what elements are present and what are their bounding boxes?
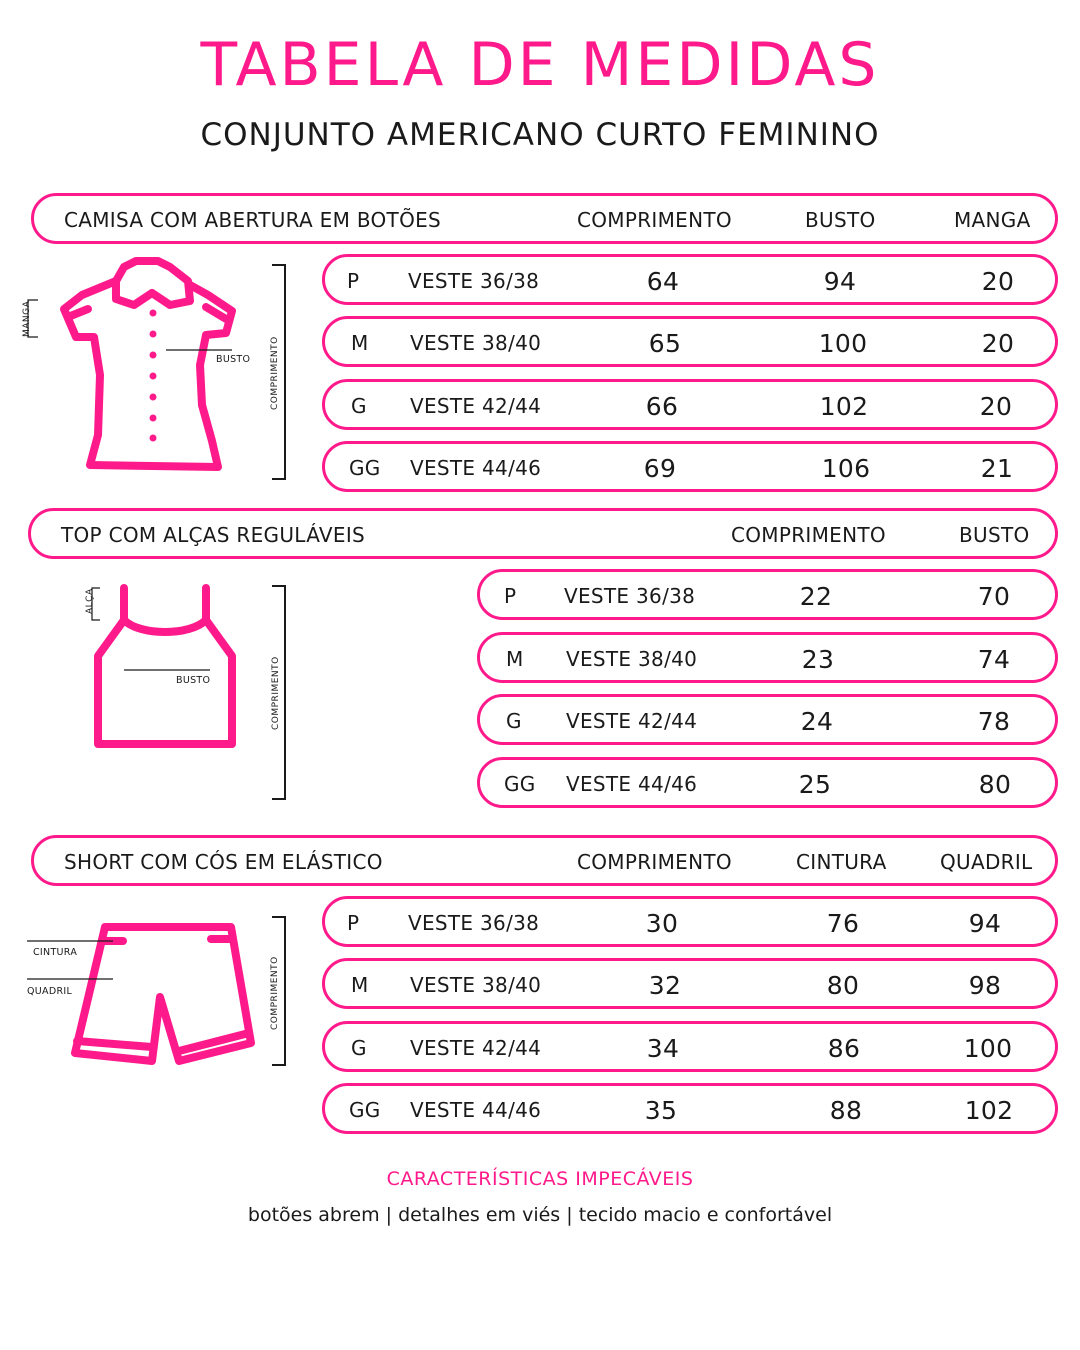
busto-value: 80 xyxy=(978,770,1012,799)
busto-value: 102 xyxy=(819,392,869,421)
quadril-value: 98 xyxy=(968,971,1002,1000)
cintura-value: 86 xyxy=(827,1034,861,1063)
veste-label: VESTE 42/44 xyxy=(410,1036,542,1060)
busto-value: 70 xyxy=(977,582,1011,611)
size-label: M xyxy=(506,647,524,671)
comprimento-label: COMPRIMENTO xyxy=(270,336,280,410)
veste-label: VESTE 36/38 xyxy=(564,584,696,608)
manga-value: 20 xyxy=(981,329,1015,358)
manga-label: MANGA xyxy=(22,300,32,337)
top-col-comprimento: COMPRIMENTO xyxy=(731,523,886,547)
veste-label: VESTE 36/38 xyxy=(408,911,540,935)
veste-label: VESTE 44/46 xyxy=(410,456,542,480)
comprimento-value: 34 xyxy=(646,1034,680,1063)
cintura-value: 76 xyxy=(826,909,860,938)
alca-label: ALÇA xyxy=(85,588,95,614)
veste-label: VESTE 38/40 xyxy=(566,647,698,671)
veste-label: VESTE 42/44 xyxy=(566,709,698,733)
shirt-row-gg xyxy=(322,441,1058,492)
comprimento-value: 23 xyxy=(801,645,835,674)
top-header xyxy=(28,508,1058,559)
page-subtitle: CONJUNTO AMERICANO CURTO FEMININO xyxy=(200,117,880,153)
shirt-heading: CAMISA COM ABERTURA EM BOTÕES xyxy=(64,208,442,232)
size-label: M xyxy=(351,331,369,355)
size-label: GG xyxy=(349,1098,381,1122)
cintura-value: 80 xyxy=(826,971,860,1000)
size-label: M xyxy=(351,973,369,997)
comprimento-value: 24 xyxy=(800,707,834,736)
busto-value: 78 xyxy=(977,707,1011,736)
top-row-p xyxy=(477,569,1058,620)
veste-label: VESTE 44/46 xyxy=(566,772,698,796)
manga-value: 20 xyxy=(979,392,1013,421)
comprimento-value: 64 xyxy=(646,267,680,296)
size-label: G xyxy=(351,1036,367,1060)
comprimento-value: 35 xyxy=(644,1096,678,1125)
manga-value: 21 xyxy=(980,454,1014,483)
short-row-p xyxy=(322,896,1058,947)
shirt-col-manga: MANGA xyxy=(954,208,1031,232)
short-row-g xyxy=(322,1021,1058,1072)
size-label: G xyxy=(351,394,367,418)
quadril-value: 94 xyxy=(968,909,1002,938)
quadril-label: QUADRIL xyxy=(27,986,73,997)
shirt-col-busto: BUSTO xyxy=(805,208,876,232)
short-row-gg xyxy=(322,1083,1058,1134)
top-row-g xyxy=(477,694,1058,745)
comprimento-value: 25 xyxy=(798,770,832,799)
shirt-header xyxy=(31,193,1058,244)
quadril-value: 100 xyxy=(963,1034,1013,1063)
veste-label: VESTE 36/38 xyxy=(408,269,540,293)
footer-text: botões abrem | detalhes em viés | tecido macio e confortável xyxy=(247,1204,833,1226)
comprimento-value: 69 xyxy=(643,454,677,483)
size-label: G xyxy=(506,709,522,733)
size-label: P xyxy=(347,911,360,935)
shirt-row-g xyxy=(322,379,1058,430)
top-col-busto: BUSTO xyxy=(959,523,1030,547)
top-heading: TOP COM ALÇAS REGULÁVEIS xyxy=(61,523,366,547)
busto-value: 106 xyxy=(821,454,871,483)
short-col-quadril: QUADRIL xyxy=(940,850,1033,874)
size-label: P xyxy=(347,269,360,293)
cintura-value: 88 xyxy=(829,1096,863,1125)
short-row-m xyxy=(322,958,1058,1009)
comprimento-value: 65 xyxy=(648,329,682,358)
top-row-m xyxy=(477,632,1058,683)
busto-label: BUSTO xyxy=(176,675,211,686)
shirt-row-p xyxy=(322,254,1058,305)
busto-value: 100 xyxy=(818,329,868,358)
short-heading: SHORT COM CÓS EM ELÁSTICO xyxy=(64,850,383,874)
comprimento-value: 30 xyxy=(645,909,679,938)
manga-value: 20 xyxy=(981,267,1015,296)
short-col-cintura: CINTURA xyxy=(796,850,887,874)
comprimento-label: COMPRIMENTO xyxy=(271,656,281,730)
veste-label: VESTE 38/40 xyxy=(410,331,542,355)
size-label: P xyxy=(504,584,517,608)
shirt-illustration xyxy=(20,255,260,485)
busto-label: BUSTO xyxy=(216,354,251,365)
veste-label: VESTE 42/44 xyxy=(410,394,542,418)
veste-label: VESTE 38/40 xyxy=(410,973,542,997)
size-label: GG xyxy=(504,772,536,796)
page-title: TABELA DE MEDIDAS xyxy=(200,30,880,100)
size-label: GG xyxy=(349,456,381,480)
short-header xyxy=(31,835,1058,886)
top-illustration xyxy=(80,578,250,758)
comprimento-value: 66 xyxy=(645,392,679,421)
cintura-label: CINTURA xyxy=(33,947,78,958)
footer-title: CARACTERÍSTICAS IMPECÁVEIS xyxy=(386,1168,694,1190)
short-col-comprimento: COMPRIMENTO xyxy=(577,850,732,874)
busto-value: 74 xyxy=(977,645,1011,674)
busto-value: 94 xyxy=(823,267,857,296)
top-row-gg xyxy=(477,757,1058,808)
comprimento-value: 22 xyxy=(799,582,833,611)
shirt-row-m xyxy=(322,316,1058,367)
comprimento-label: COMPRIMENTO xyxy=(270,956,280,1030)
shirt-col-comprimento: COMPRIMENTO xyxy=(577,208,732,232)
comprimento-value: 32 xyxy=(648,971,682,1000)
quadril-value: 102 xyxy=(964,1096,1014,1125)
veste-label: VESTE 44/46 xyxy=(410,1098,542,1122)
